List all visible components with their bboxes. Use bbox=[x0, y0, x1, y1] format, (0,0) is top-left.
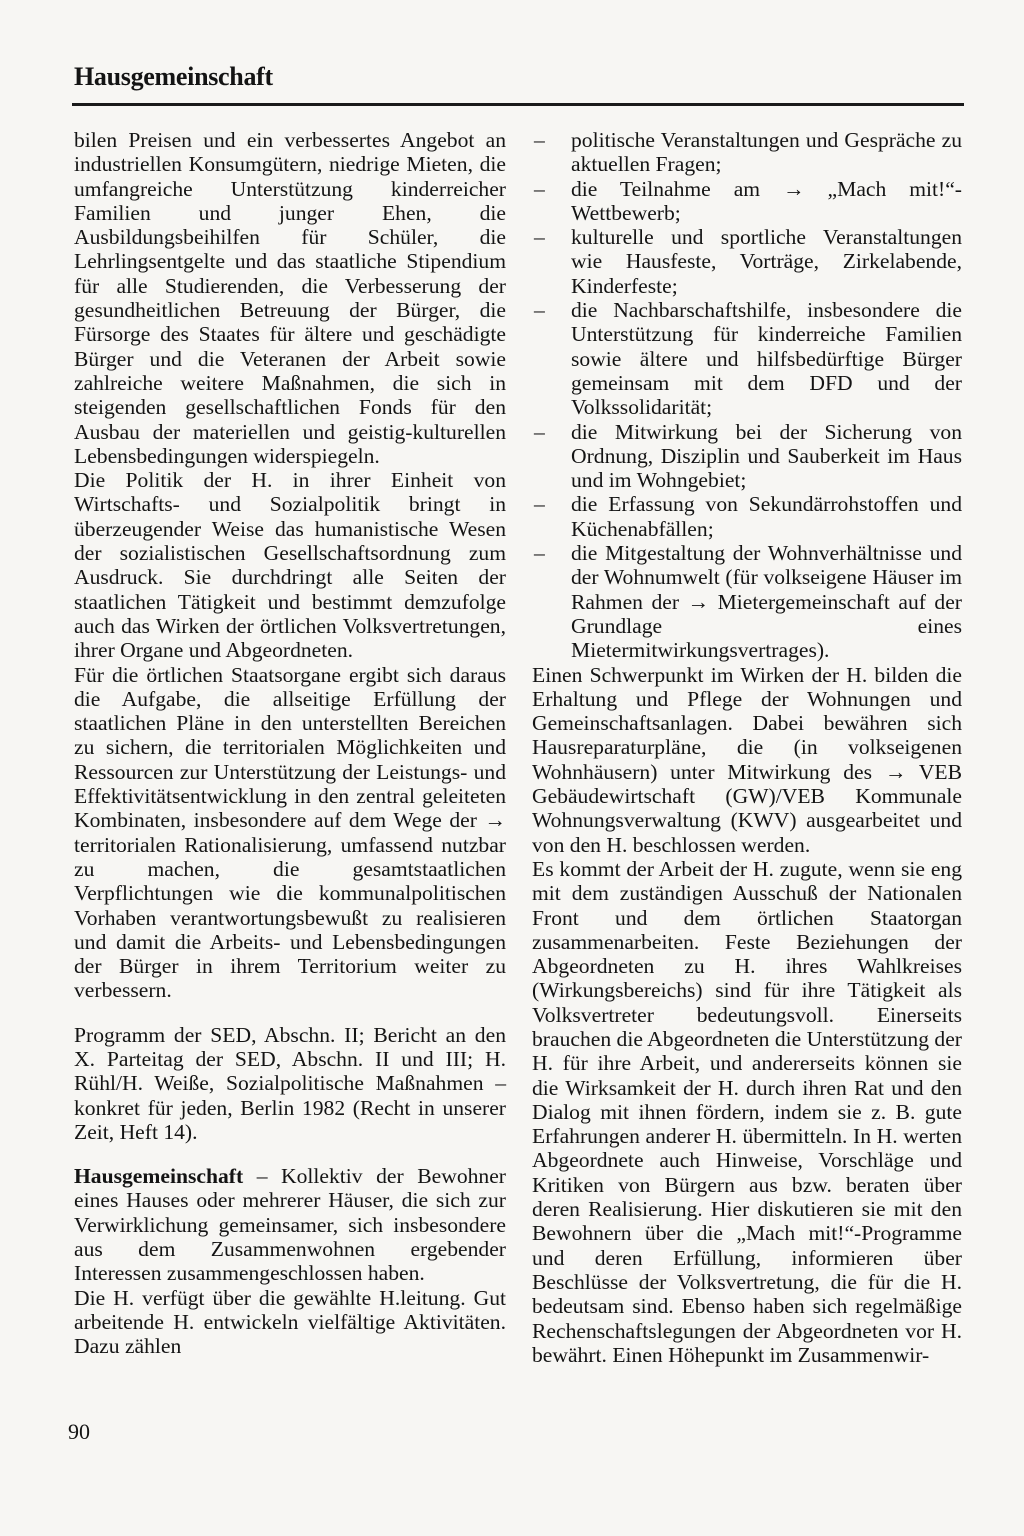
dash-bullet: – bbox=[534, 419, 545, 444]
right-paragraph-arbeit: Es kommt der Arbeit der H. zugute, wenn sie eng mit dem zuständigen Ausschuß der Nationalen Front und dem örtlichen Staatorgan zusammenarbeiten. Feste Beziehungen der Abgeordneten zu H. ihres Wahlkreises (Wirkungsbereichs) sind für ihre Tätigkeit als Volksvertreter bedeutungsvoll. Einerseits brauchen die Abgeordneten die Unterstützung der H. für ihre Arbeit, und andererseits können sie die Wirksamkeit der H. durch ihren Rat und den Dialog mit ihnen fördern, indem sie z. B. gute Erfahrungen anderer H. übermitteln. In H. werten Abgeordnete auch Hinweise, Vorschläge und Kritiken von Bürgern aus bzw. beraten über deren Realisierung. Hier diskutieren sie mit den Bewohnern über die „Mach mit!“-Programme und deren Erfüllung, informieren über Beschlüsse der Volksvertretung, die für die H. bedeutsam sind. Ebenso haben sich regelmäßige Rechenschaftslegungen der Abgeordneten vor H. bewährt. Einen Höhepunkt im Zusammenwir- bbox=[532, 856, 962, 1367]
right-paragraph-schwerpunkt: Einen Schwerpunkt im Wirken der H. bilden die Erhaltung und Pflege der Wohnungen und Gemeinschaftsanlagen. Dabei bewähren sich Hausreparaturpläne, die (in volkseigenen Wohnhäusern) unter Mitwirkung des → VEB Gebäudewirtschaft (GW)/VEB Kommunale Wohnungsverwaltung (KWV) ausgearbeitet und von den H. beschlossen werden. bbox=[532, 662, 962, 857]
references: Programm der SED, Abschn. II; Bericht an den X. Parteitag der SED, Abschn. II und III; H. Rühl/H. Weiße, Sozialpolitische Maßnahmen – konkret für jeden, Berlin 1982 (Recht in unserer Zeit, Heft 14). bbox=[74, 1022, 506, 1144]
activities-list bbox=[532, 128, 962, 663]
list-item-text: die Erfassung von Sekundärrohstoffen und Küchenabfällen; bbox=[571, 492, 962, 541]
list-item bbox=[532, 177, 962, 226]
list-item bbox=[532, 541, 962, 662]
list-item bbox=[532, 128, 962, 177]
left-paragraph-politik: Die Politik der H. in ihrer Einheit von Wirtschafts- und Sozialpolitik bringt in überzeugender Weise das humanistische Wesen der sozialistischen Gesellschaftsordnung zum Ausdruck. Sie durchdringt alle Seiten der staatlichen Tätigkeit und bestimmt demzufolge auch das Wirken der örtlichen Volksvertretungen, ihrer Organe und Abgeordneten. bbox=[74, 468, 506, 663]
list-item bbox=[532, 225, 962, 298]
running-head: Hausgemeinschaft bbox=[74, 62, 273, 91]
list-item bbox=[532, 298, 962, 419]
left-column bbox=[74, 128, 506, 1359]
left-paragraph-continuation: bilen Preisen und ein verbessertes Angebot an industriellen Konsumgütern, niedrige Mieten, die umfangreiche Unterstützung kinderreicher Familien und junger Ehen, die Ausbildungsbeihilfen für Schüler, die Lehrlingsentgelte und das staatliche Stipendium für alle Studierenden, die Verbesserung der gesundheitlichen Betreuung der Bürger, die Fürsorge des Staates für ältere und geschädigte Bürger und die Veteranen der Arbeit sowie zahlreiche weitere Maßnahmen, die sich in steigenden gesellschaftlichen Fonds für den Ausbau der materiellen und geistig-kulturellen Lebensbedingungen widerspiegeln. bbox=[74, 128, 506, 468]
page-number: 90 bbox=[68, 1419, 90, 1444]
dash-bullet: – bbox=[534, 176, 545, 201]
entry-definition: – Kollektiv der Bewohner eines Hauses oder mehrerer Häuser, die sich zur Verwirklichung gemeinsamer, sich insbesondere aus dem Zusammenwohnen ergebender Interessen zusammengeschlossen haben. bbox=[74, 1164, 506, 1286]
entry-term: Hausgemeinschaft bbox=[74, 1164, 244, 1189]
dash-bullet: – bbox=[534, 225, 545, 250]
list-item-text: die Teilnahme am → „Mach mit!“-Wettbewerb; bbox=[571, 176, 962, 225]
dash-bullet: – bbox=[534, 128, 545, 152]
list-item bbox=[532, 420, 962, 493]
left-paragraph-staatsorgane: Für die örtlichen Staatsorgane ergibt sich daraus die Aufgabe, die allseitige Erfüllung der staatlichen Pläne in den unterstellten Bereichen zu sichern, die territorialen Möglichkeiten und Ressourcen zur Unterstützung der Leistungs- und Effektivitätsentwicklung in den zentral geleiteten Kombinaten, insbesondere auf dem Wege der → territorialen Rationalisierung, umfassend nutzbar zu machen, die gesamtstaatlichen Verpflichtungen wie die kommunalpolitischen Vorhaben verantwortungsbewußt zu realisieren und damit die Arbeits- und Lebensbedingungen der Bürger in ihrem Territorium weiter zu verbessern. bbox=[74, 662, 506, 1003]
list-item-text: politische Veranstaltungen und Gespräche zu aktuellen Fragen; bbox=[571, 128, 962, 177]
list-item-text: die Mitwirkung bei der Sicherung von Ordnung, Disziplin und Sauberkeit im Haus und im Wohngebiet; bbox=[571, 419, 962, 493]
list-item bbox=[532, 492, 962, 541]
left-paragraph-leitung: Die H. verfügt über die gewählte H.leitung. Gut arbeitende H. entwickeln vielfältige Aktivitäten. Dazu zählen bbox=[74, 1285, 506, 1359]
list-item-text: kulturelle und sportliche Veranstaltungen wie Hausfeste, Vorträge, Zirkelabende, Kinderfeste; bbox=[571, 225, 962, 298]
list-item-text: die Nachbarschaftshilfe, insbesondere die Unterstützung für kinderreiche Familien sowie ältere und hilfsbedürftige Bürger gemeinsam mit dem DFD und der Volkssolidarität; bbox=[571, 298, 962, 420]
dictionary-entry bbox=[74, 1164, 506, 1285]
dash-bullet: – bbox=[534, 492, 545, 517]
header-rule bbox=[72, 103, 964, 106]
dash-bullet: – bbox=[534, 541, 545, 566]
list-item-text: die Mitgestaltung der Wohnverhältnisse und der Wohnumwelt (für volkseigene Häuser im Rahmen der → Mietergemeinschaft auf der Grundlage eines Mietermitwirkungsvertrages). bbox=[571, 541, 962, 663]
right-column bbox=[532, 128, 962, 1367]
dash-bullet: – bbox=[534, 298, 545, 323]
